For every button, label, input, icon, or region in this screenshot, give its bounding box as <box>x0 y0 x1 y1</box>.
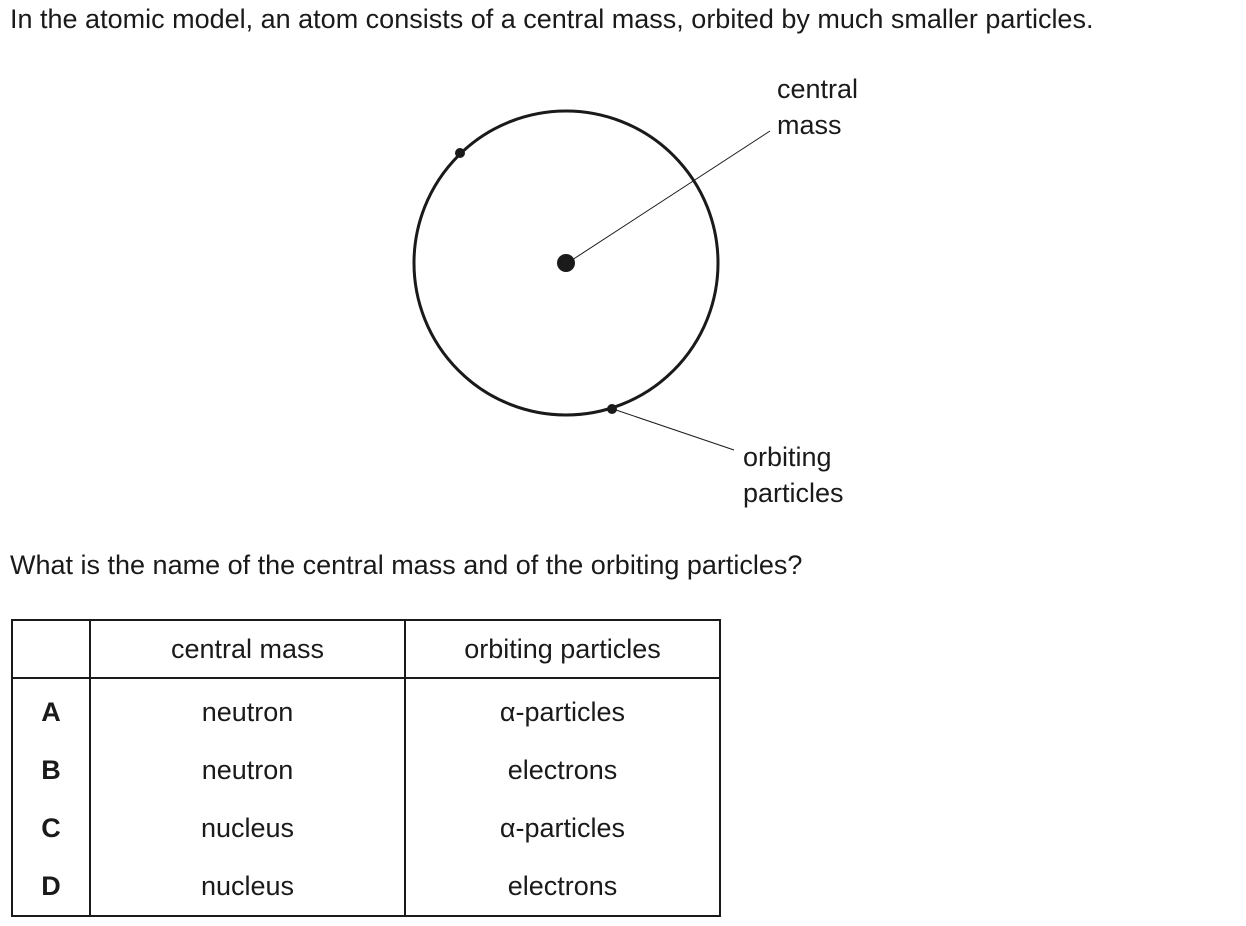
table-header-row <box>12 620 720 678</box>
central-mass-label-line2: mass <box>777 110 842 140</box>
answer-options-table <box>11 619 721 917</box>
option-letter: A <box>12 678 90 741</box>
option-letter: C <box>12 799 90 857</box>
option-central-mass: nucleus <box>90 799 405 857</box>
intro-text: In the atomic model, an atom consists of a central mass, orbited by much smaller particles. <box>10 4 1094 34</box>
orbiting-particles-leader-line <box>616 410 734 450</box>
table-row <box>12 799 720 857</box>
central-mass-dot <box>557 254 575 272</box>
central-mass-label-line1: central <box>777 74 859 104</box>
option-letter: B <box>12 741 90 799</box>
header-letter-cell <box>12 620 90 678</box>
option-central-mass: nucleus <box>90 857 405 916</box>
option-central-mass: neutron <box>90 678 405 741</box>
table-row <box>12 678 720 741</box>
option-orbiting-particles: electrons <box>507 870 618 901</box>
orbiting-particles-label <box>743 439 844 511</box>
option-letter: D <box>12 857 90 916</box>
option-orbiting-particles: α-particles <box>499 696 626 727</box>
central-mass-label <box>777 71 858 143</box>
table-row <box>12 741 720 799</box>
orbiting-particles-label-line2: particles <box>743 478 844 508</box>
option-orbiting-particles: electrons <box>507 754 618 785</box>
option-central-mass: neutron <box>90 741 405 799</box>
header-central-mass: central mass <box>90 620 405 678</box>
orbiting-particles-label-line1: orbiting <box>743 442 832 472</box>
central-mass-leader-line <box>572 131 770 260</box>
option-orbiting-particles: α-particles <box>499 812 626 843</box>
orbiting-particle-top <box>455 148 465 158</box>
header-orbiting-particles: orbiting particles <box>405 620 720 678</box>
question-text: What is the name of the central mass and of the orbiting particles? <box>10 550 803 580</box>
orbiting-particle-bottom <box>607 404 617 414</box>
table-row <box>12 857 720 916</box>
